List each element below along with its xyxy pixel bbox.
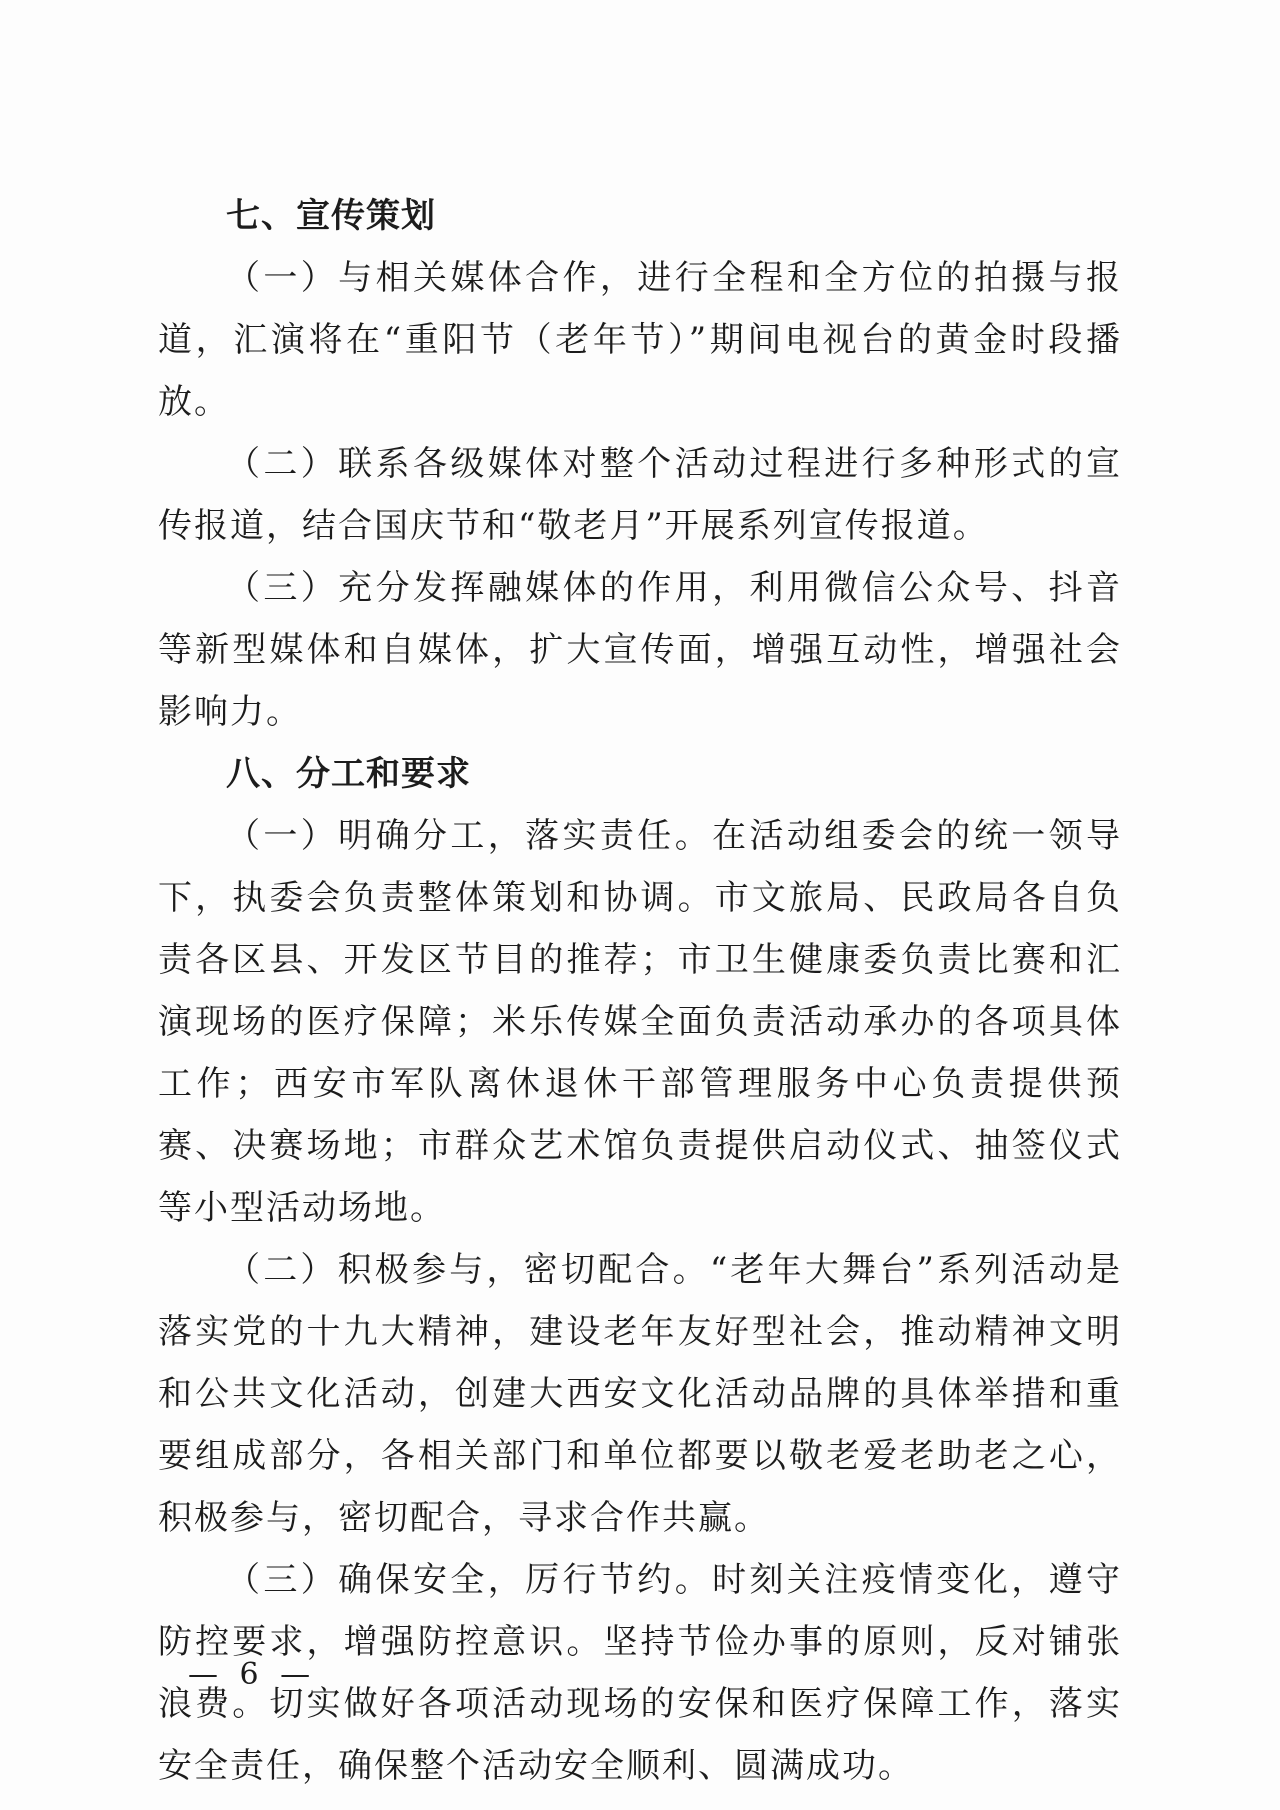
page-number: — 6 —: [188, 1657, 317, 1692]
paragraph-duties-1: （一）明确分工，落实责任。在活动组委会的统一领导下，执委会负责整体策划和协调。市文旅局、民政局各自负责各区县、开发区节目的推荐；市卫生健康委负责比赛和汇演现场的医疗保障；米乐传媒全面负责活动承办的各项具体工作；西安市军队离休退休干部管理服务中心负责提供预赛、决赛场地；市群众艺术馆负责提供启动仪式、抽签仪式等小型活动场地。: [158, 816, 1122, 1228]
paragraph-publicity-3: （三）充分发挥融媒体的作用，利用微信公众号、抖音等新型媒体和自媒体，扩大宣传面，增强互动性，增强社会影响力。: [158, 568, 1122, 732]
section-heading-publicity: 七、宣传策划: [226, 196, 436, 236]
document-body: [158, 185, 1122, 1797]
paragraph-publicity-1: （一）与相关媒体合作，进行全程和全方位的拍摄与报道，汇演将在“重阳节（老年节）”期间电视台的黄金时段播放。: [158, 258, 1122, 422]
paragraph-publicity-2: （二）联系各级媒体对整个活动过程进行多种形式的宣传报道，结合国庆节和“敬老月”开展系列宣传报道。: [158, 444, 1122, 546]
section-heading-duties: 八、分工和要求: [226, 754, 471, 794]
paragraph-duties-3: （三）确保安全，厉行节约。时刻关注疫情变化，遵守防控要求，增强防控意识。坚持节俭办事的原则，反对铺张浪费。切实做好各项活动现场的安保和医疗保障工作，落实安全责任，确保整个活动安全顺利、圆满成功。: [158, 1560, 1122, 1786]
paragraph-duties-2: （二）积极参与，密切配合。“老年大舞台”系列活动是落实党的十九大精神，建设老年友好型社会，推动精神文明和公共文化活动，创建大西安文化活动品牌的具体举措和重要组成部分，各相关部门和单位都要以敬老爱老助老之心，积极参与，密切配合，寻求合作共赢。: [158, 1250, 1122, 1538]
